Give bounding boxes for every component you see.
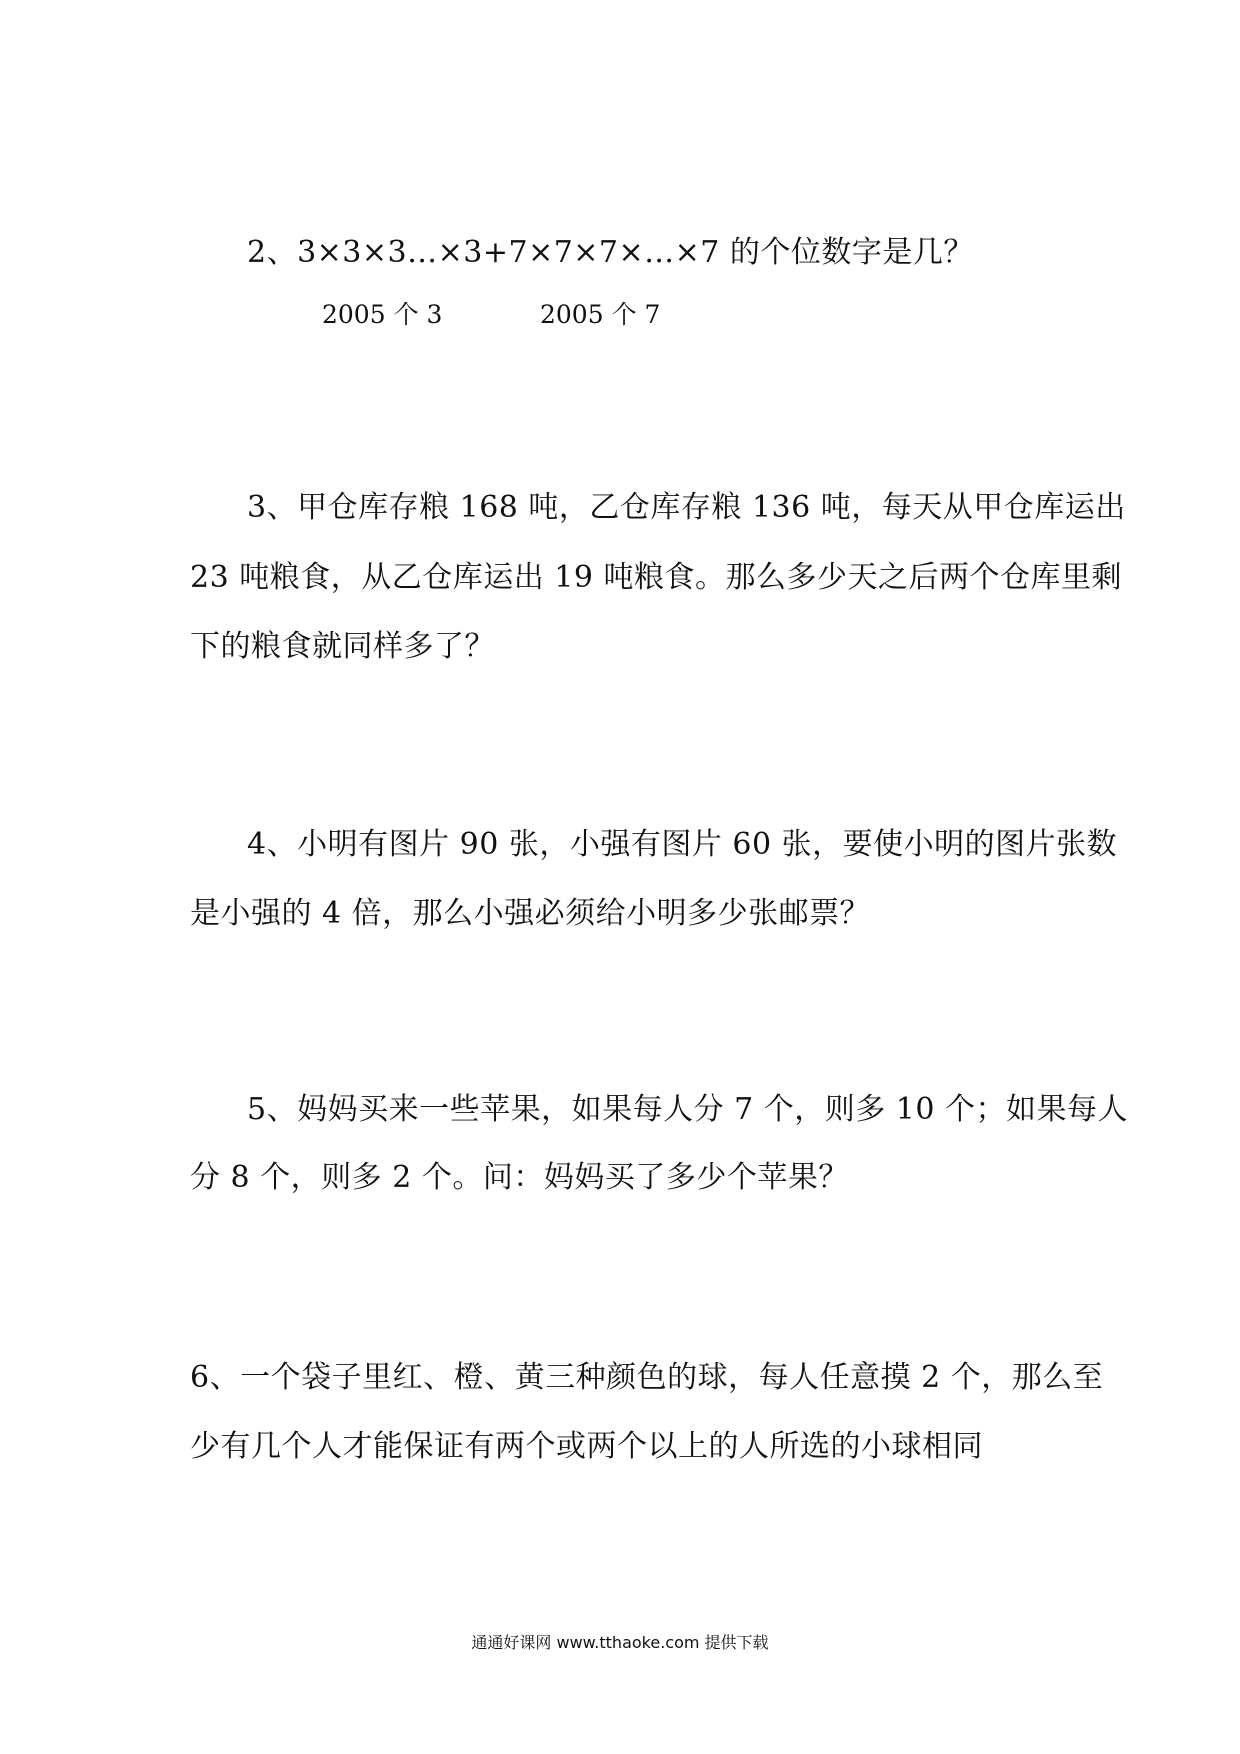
question-4-line-2: 是小强的 4 倍，那么小强必须给小明多少张邮票？ <box>190 896 871 931</box>
question-2-subscript-7: 2005 个 7 <box>540 300 661 329</box>
question-2-line-1: 2、3×3×3…×3+7×7×7×…×7 的个位数字是几？ <box>247 235 974 270</box>
question-6-line-2: 少有几个人才能保证有两个或两个以上的人所选的小球相同 <box>190 1429 983 1464</box>
question-5-line-1: 5、妈妈买来一些苹果，如果每人分 7 个，则多 10 个；如果每人 <box>247 1092 1128 1127</box>
question-4-line-1: 4、小明有图片 90 张，小强有图片 60 张，要使小明的图片张数 <box>247 827 1118 862</box>
question-2-subscript-3: 2005 个 3 <box>322 300 443 329</box>
question-3-line-2: 23 吨粮食，从乙仓库运出 19 吨粮食。那么多少天之后两个仓库里剩 <box>190 560 1122 595</box>
question-3-line-3: 下的粮食就同样多了？ <box>190 629 495 664</box>
question-3-line-1: 3、甲仓库存粮 168 吨，乙仓库存粮 136 吨，每天从甲仓库运出 <box>247 490 1126 525</box>
question-5-line-2: 分 8 个，则多 2 个。问：妈妈买了多少个苹果？ <box>190 1160 849 1195</box>
page-footer: 通通好课网 www.tthaoke.com 提供下载 <box>471 1633 769 1652</box>
question-6-line-1: 6、一个袋子里红、橙、黄三种颜色的球，每人任意摸 2 个，那么至 <box>190 1360 1104 1395</box>
